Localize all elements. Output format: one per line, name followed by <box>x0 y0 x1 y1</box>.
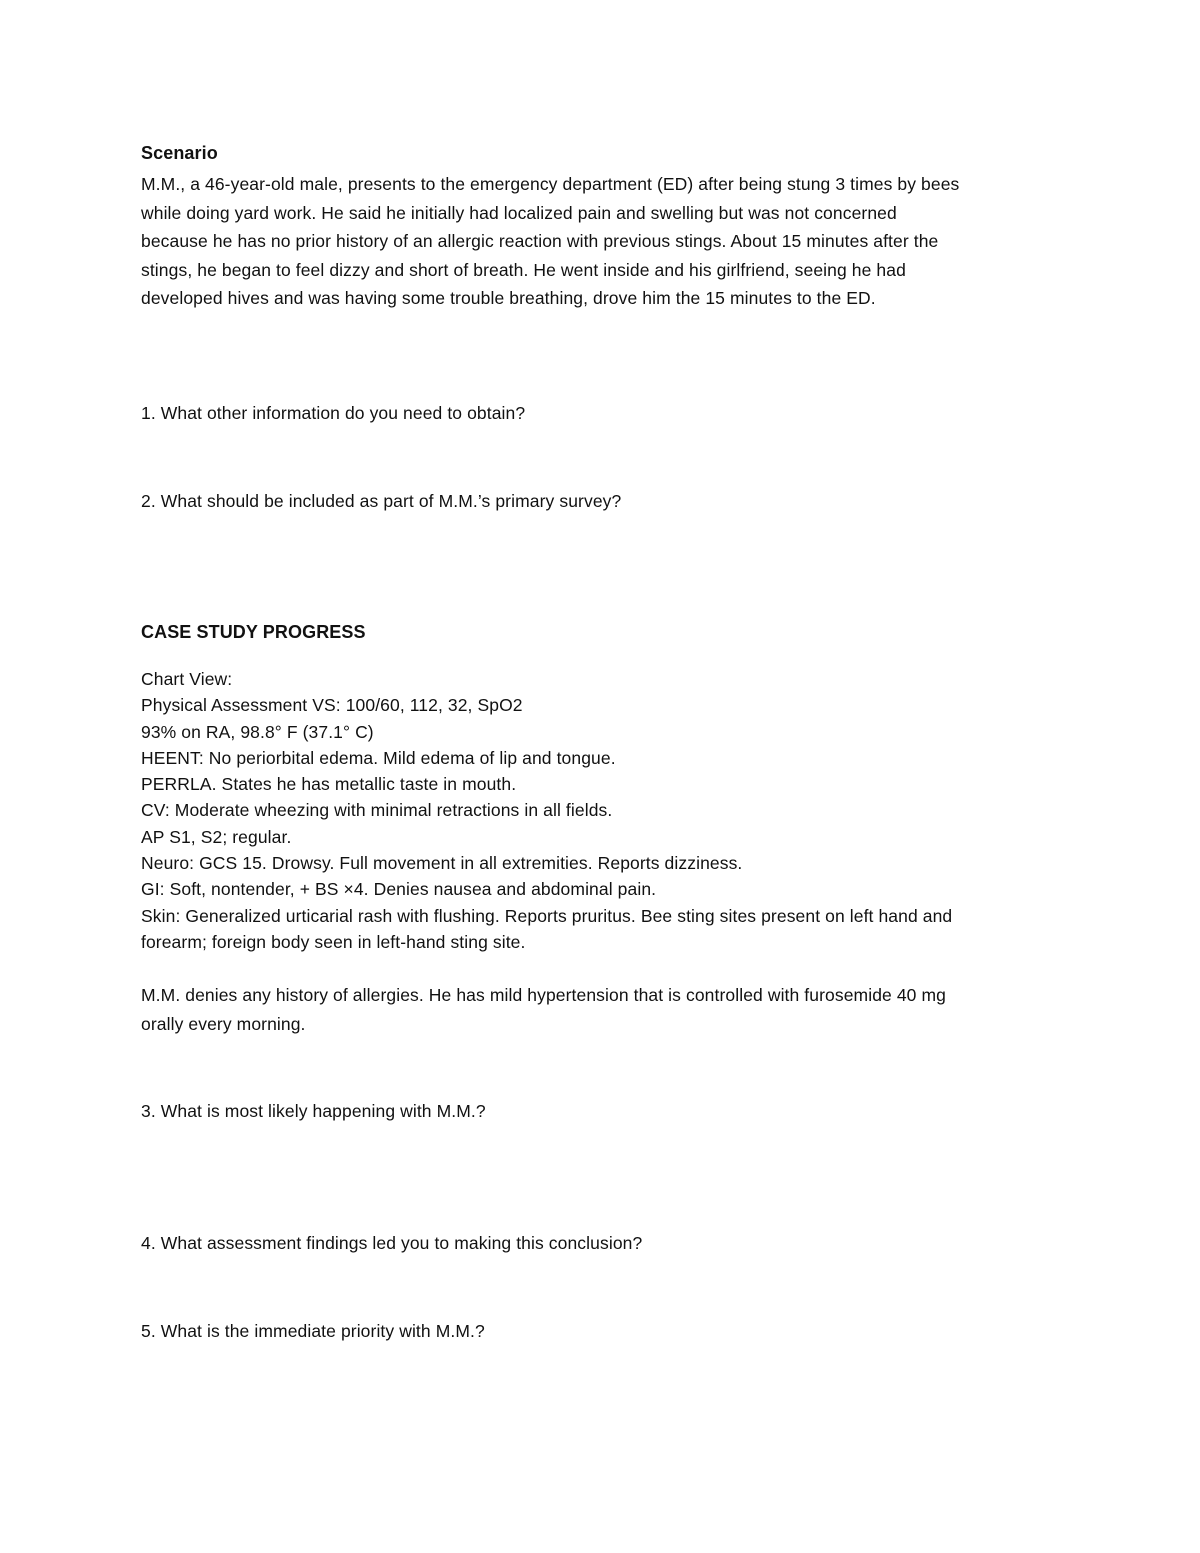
case-study-progress-heading: CASE STUDY PROGRESS <box>141 622 366 642</box>
scenario-paragraph <box>141 170 1071 313</box>
chart-line: GI: Soft, nontender, + BS ×4. Denies nausea and abdominal pain. <box>141 879 657 900</box>
chart-line: Chart View: <box>141 669 233 689</box>
history-line: orally every morning. <box>141 1013 306 1034</box>
question-4: 4. What assessment findings led you to making this conclusion? <box>141 1233 643 1253</box>
chart-line: Skin: Generalized urticarial rash with flushing. Reports pruritus. Bee sting sites present on left hand and <box>141 905 953 926</box>
chart-line: AP S1, S2; regular. <box>141 826 292 847</box>
scenario-heading: Scenario <box>141 143 218 163</box>
history-line: M.M. denies any history of allergies. He has mild hypertension that is controlled with furosemide 40 mg <box>141 985 946 1005</box>
chart-line: CV: Moderate wheezing with minimal retractions in all fields. <box>141 800 613 821</box>
chart-line: forearm; foreign body seen in left-hand sting site. <box>141 931 526 952</box>
chart-line: 93% on RA, 98.8° F (37.1° C) <box>141 721 374 742</box>
scenario-line: because he has no prior history of an allergic reaction with previous stings. About 15 minutes after the <box>141 231 939 251</box>
question-1: 1. What other information do you need to obtain? <box>141 403 526 423</box>
chart-line: Neuro: GCS 15. Drowsy. Full movement in all extremities. Reports dizziness. <box>141 853 743 874</box>
question-5: 5. What is the immediate priority with M.M.? <box>141 1321 485 1341</box>
scenario-line: M.M., a 46-year-old male, presents to the emergency department (ED) after being stung 3 times by bees <box>141 174 960 194</box>
question-2: 2. What should be included as part of M.M.’s primary survey? <box>141 491 622 511</box>
chart-line: HEENT: No periorbital edema. Mild edema of lip and tongue. <box>141 747 616 768</box>
question-3: 3. What is most likely happening with M.M.? <box>141 1101 486 1121</box>
chart-line: Physical Assessment VS: 100/60, 112, 32, SpO2 <box>141 695 523 716</box>
chart-view-section <box>141 666 1071 955</box>
chart-line: PERRLA. States he has metallic taste in mouth. <box>141 774 517 795</box>
scenario-line: while doing yard work. He said he initially had localized pain and swelling but was not concerned <box>141 202 897 223</box>
scenario-line: developed hives and was having some trouble breathing, drove him the 15 minutes to the ED. <box>141 288 876 308</box>
history-paragraph <box>141 981 1071 1038</box>
scenario-line: stings, he began to feel dizzy and short of breath. He went inside and his girlfriend, seeing he had <box>141 259 906 280</box>
